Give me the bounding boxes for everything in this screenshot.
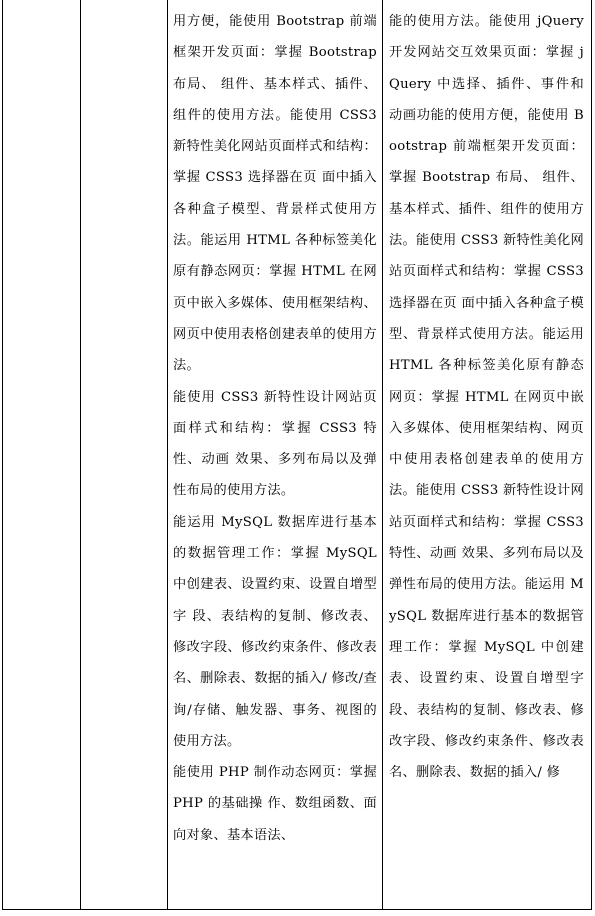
column-divider-1	[80, 0, 81, 910]
table-cell-col3	[173, 6, 377, 851]
column-divider-2	[167, 0, 168, 910]
table-border-right	[591, 0, 592, 910]
table-cell-col4	[389, 6, 584, 788]
cell-paragraph: 能运用 MySQL 数据库进行基本的数据管理工作：掌握 MySQL 中创建表、设置约束、设置自增型字 段、表结构的复制、修改表、修改字段、修改约束条件、修改表名、删除表、数据的插入/ 修改/查询/存储、触发器、事务、视图的使用方法。	[173, 514, 377, 749]
table-border-left	[2, 0, 3, 910]
column-divider-3	[382, 0, 383, 910]
cell-paragraph: 能使用 CSS3 新特性设计网站页面样式和结构：掌握 CSS3 特性、动画 效果、多列布局以及弹性布局的使用方法。	[173, 389, 377, 499]
cell-paragraph: 能的使用方法。能使用 jQuery 开发网站交互效果页面：掌握 jQuery 中选择、插件、事件和动画功能的使用方便，能使用 Bootstrap 前端框架开发页面：掌握 Bootstrap 布局、 组件、基本样式、插件、组件的使用方法。能使用 CSS3 新特性美化网站页面样式和结构：掌握 CSS3 选择器在页 面中插入各种盒子模型、背景样式使用方法。能运用 HTML 各种标签美化原有静态网页：掌握 HTML 在网页中嵌入多媒体、使用框架结构、网页中使用表格创建表单的使用方法。能使用 CSS3 新特性设计网站页面样式和结构：掌握 CSS3 特性、动画 效果、多列布局以及弹性布局的使用方法。能运用 MySQL 数据库进行基本的数据管理工作：掌握 MySQL 中创建表、设置约束、设置自增型字 段、表结构的复制、修改表、修改字段、修改约束条件、修改表名、删除表、数据的插入/ 修	[389, 14, 584, 781]
cell-paragraph: 能使用 PHP 制作动态网页：掌握 PHP 的基础操 作、数组函数、面向对象、基本语法、	[173, 765, 377, 843]
cell-paragraph: 用方便，能使用 Bootstrap 前端框架开发页面：掌握 Bootstrap 布局、 组件、基本样式、插件、组件的使用方法。能使用 CSS3 新特性美化网站页面样式和结构：掌握 CSS3 选择器在页 面中插入各种盒子模型、背景样式使用方法。能运用 HTML 各种标签美化原有静态网页：掌握 HTML 在网页中嵌入多媒体、使用框架结构、网页中使用表格创建表单的使用方法。	[173, 14, 377, 374]
table-bottom-border	[2, 909, 592, 910]
